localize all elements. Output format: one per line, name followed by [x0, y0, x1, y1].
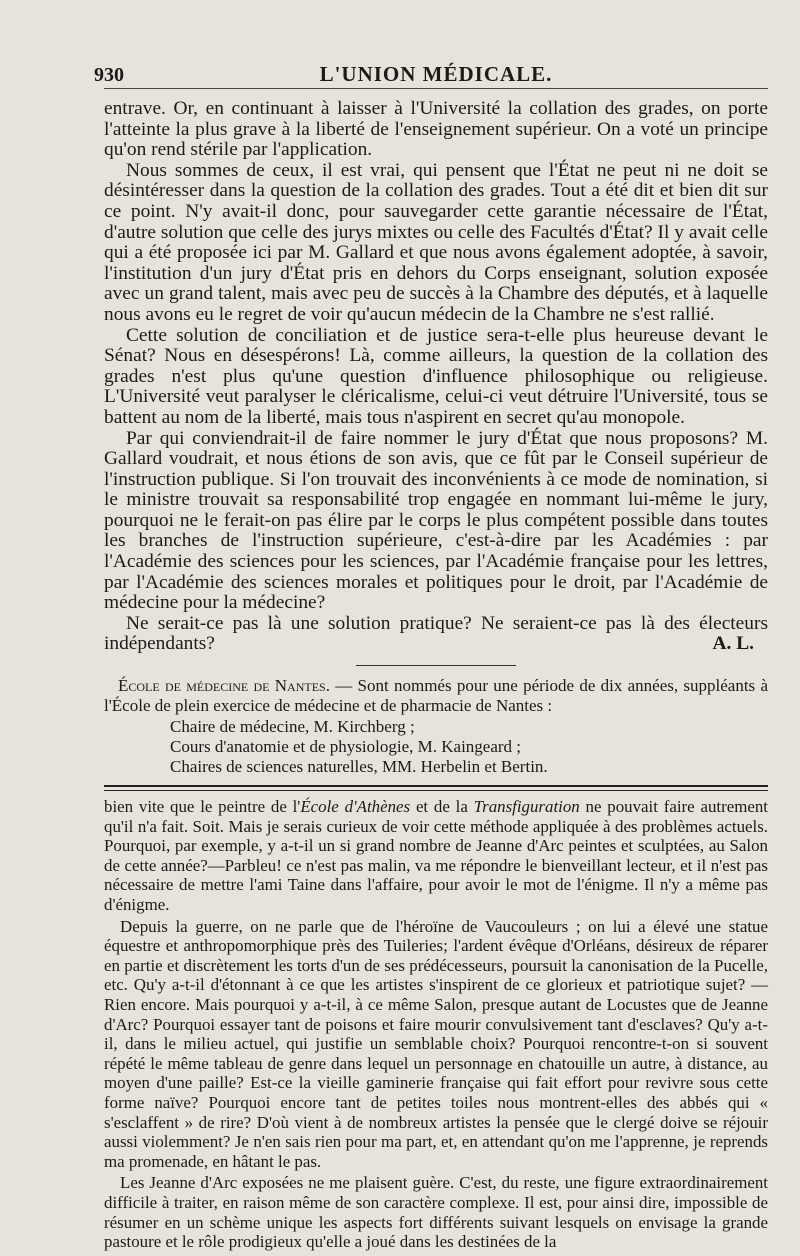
article-paragraph: Par qui conviendrait-il de faire nommer le jury d'État que nous proposons? M. Gallard voudrait, et nous étions de son avis, que ce fût par le Conseil supérieur de l'instruction publique. Si l'on trouvait des inconvénients à ce mode de nomination, si le ministre trouvait sa responsabilité trop engagée en nommant lui-même le jury, pourquoi ne le ferait-on pas élire par le corps le plus compétent possible dans toutes les branches de l'instruction supérieure, c'est-à-dire par les Académies : par l'Académie des sciences pour les sciences, par l'Académie française pour les lettres, par l'Académie des sciences morales et politiques pour le droit, par l'Académie de médecine pour la médecine?	[104, 427, 768, 614]
article-paragraph	[104, 614, 768, 655]
running-title: L'UNION MÉDICALE.	[319, 62, 553, 86]
article-paragraph-text: Ne serait-ce pas là une solution pratique? Ne seraient-ce pas là des électeurs indépendants?	[104, 612, 768, 655]
feuilleton-paragraph: Les Jeanne d'Arc exposées ne me plaisent guère. C'est, du reste, une figure extraordinairement difficile à traiter, en raison même de son caractère complexe. Il est, pour ainsi dire, impossible de résumer en un schème unique les aspects fort différents suivant lesquels on envisage la grande pastoure et le rôle prodigieux qu'elle a joué dans les destinées de la	[104, 1173, 768, 1252]
italic-title: Transfiguration	[473, 797, 580, 817]
feuilleton-divider	[104, 785, 768, 791]
feuilleton-body	[104, 797, 768, 1252]
notice-paragraph	[104, 676, 768, 716]
notice-lead: École de médecine de Nantes.	[118, 676, 330, 696]
section-divider	[356, 665, 516, 666]
article-paragraph: Nous sommes de ceux, il est vrai, qui pensent que l'État ne peut ni ne doit se désintéresser dans la question de la collation des grades. Tout a été dit et bien dit sur ce point. N'y avait-il donc, pour sauvegarder cette garantie nécessaire de l'État, d'autre solution que celle des jurys mixtes ou celle des Facultés d'État? Il y avait celle qui a été proposée ici par M. Gallard et que nous avons également adoptée, à savoir, l'institution d'un jury d'État pris en dehors du Corps enseignant, solution exposée avec un grand talent, mais avec peu de succès à la Chambre des députés, et à laquelle nous avons eu le regret de voir qu'aucun médecin de la Chambre ne s'est rallié.	[104, 159, 768, 325]
feuilleton-text: et de la	[410, 797, 474, 817]
article-paragraph: entrave. Or, en continuant à laisser à l'Université la collation des grades, on porte l'atteinte la plus grave à la liberté de l'enseignement supérieur. On a voté un principe qu'on rend stérile par l'application.	[104, 98, 768, 161]
list-item: Chaire de médecine, M. Kirchberg ;	[170, 717, 415, 737]
feuilleton-paragraph: Depuis la guerre, on ne parle que de l'héroïne de Vaucouleurs ; on lui a élevé une statue équestre et anthropomorphique près des Tuileries; l'ardent évêque d'Orléans, désireux de réparer en partie et discrètement les torts d'un de ses prédécesseurs, poursuit la canonisation de la Pucelle, etc. Qu'y a-t-il d'étonnant à ce que les artistes s'inspirent de ce glorieux et patriotique sujet? — Rien encore. Mais pourquoi y a-t-il, à ce même Salon, presque autant de Locustes que de Jeanne d'Arc? Pourquoi essayer tant de poisons et faire mourir convulsivement tant d'esclaves? Qu'y a-t-il, dans le milieu actuel, qui justifie un semblable choix? Pourquoi rencontre-t-on si souvent répété le même tableau de genre dans lequel un personnage en chatouille un autre, à distance, au moyen d'une paille? Est-ce la vieille gaminerie française qui fait effort pour revivre sous cette forme naïve? Pourquoi encore tant de petites toiles nous montrent-elles des abbés qui « s'esclaffent » de rire? D'où vient à de nombreux artistes la pensée que le clergé doive se réjouir aussi violemment? Je n'en sais rien pour ma part, et, en attendant qu'on me l'apprenne, je reprends ma promenade, en hâtant le pas.	[104, 916, 768, 1171]
italic-title: École d'Athènes	[300, 797, 411, 817]
notice-text: — Sont nommés pour une période de dix années, suppléants à l'École de plein exercice de médecine et de pharmacie de Nantes :	[104, 676, 768, 716]
page-number: 930	[94, 64, 124, 86]
feuilleton-paragraph	[104, 797, 768, 915]
author-signature: A. L.	[712, 633, 754, 655]
list-item: Cours d'anatomie et de physiologie, M. Kaingeard ;	[170, 737, 522, 757]
feuilleton-text: ne pouvait faire autrement qu'il n'a fait. Soit. Mais je serais curieux de voir cette méthode appliquée à des problèmes actuels. Pourquoi, par exemple, y a-t-il un si grand nombre de Jeanne d'Arc peintes et sculptées, au Salon de cette année?—Parbleu! ce n'est pas malin, va me répondre le bienveillant lecteur, et il n'est pas nécessaire de mettre l'ami Taine dans l'affaire, pour avoir le mot de l'énigme. Il n'y a même pas d'énigme.	[104, 797, 768, 914]
article-paragraph: Cette solution de conciliation et de justice sera-t-elle plus heureuse devant le Sénat? Nous en désespérons! Là, comme ailleurs, la question de la collation des grades n'est plus qu'une question d'influence philosophique ou religieuse. L'Université veut paralyser le cléricalisme, celui-ci veut détruire l'Université, tous se battent au nom de la liberté, mais tous n'aspirent en secret qu'au monopole.	[104, 324, 768, 428]
appointment-notice	[104, 676, 768, 777]
article-body	[104, 99, 768, 655]
list-item: Chaires de sciences naturelles, MM. Herbelin et Bertin.	[170, 757, 548, 777]
appointment-list	[170, 717, 768, 777]
page-header	[94, 58, 768, 89]
feuilleton-text: bien vite que le peintre de l'	[104, 797, 301, 817]
